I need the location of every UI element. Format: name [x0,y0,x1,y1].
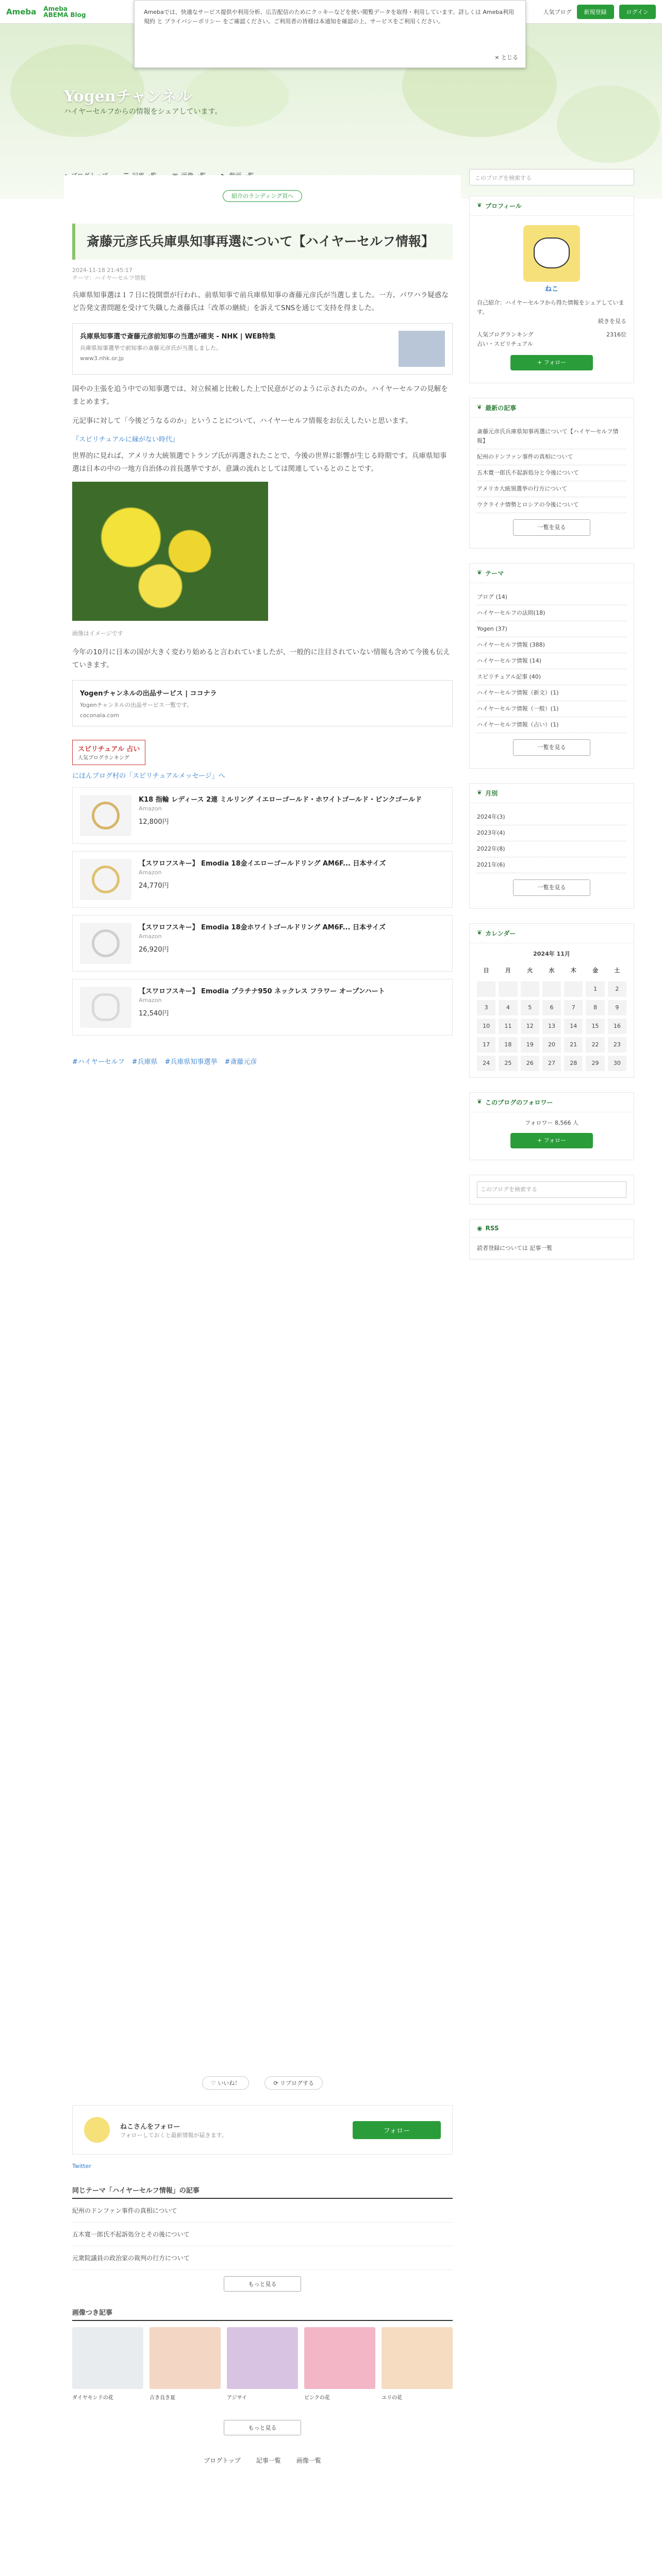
recent-article-link[interactable]: アメリカ大統領選挙の行方について [477,481,626,497]
leaf-icon: ❦ [477,569,483,576]
hashtag[interactable]: #兵庫県知事選挙 [164,1058,218,1066]
archive-link[interactable]: 2024年(3) [477,809,626,825]
link-card-nhk[interactable] [72,323,453,375]
hashtag[interactable]: #斎藤元彦 [224,1058,257,1066]
calendar-day[interactable]: 10 [477,1019,495,1034]
follower-count: フォロワー 8,566 人 [525,1120,578,1126]
archive-link[interactable]: 2021年(6) [477,857,626,873]
heart-icon: ♡ [210,2080,218,2087]
article-paragraph: 今年の10月に日本の国が大きく変わり始めると言われていましたが、一般的に注目されていない情報も含めて今後も伝えていきます。 [72,648,450,669]
follow-desc: フォローしておくと最新情報が届きます。 [120,2131,227,2139]
theme-more-button[interactable]: 一覧を見る [513,739,590,756]
calendar-day[interactable]: 7 [564,1000,583,1015]
profile-name[interactable]: ねこ [544,285,558,293]
card-source: www3.nhk.or.jp [80,355,124,362]
related-articles [72,2185,453,2292]
image-article[interactable]: ピンクの花 [304,2327,375,2389]
sidebar [469,196,634,1274]
calendar-day[interactable]: 28 [564,1056,583,1071]
reblog-button[interactable]: ⟳ リブログする [264,2076,323,2090]
article-body [72,289,453,1066]
theme-link[interactable]: ハイヤーセルフ情報 (388) [477,637,626,653]
recent-article-link[interactable]: 斎藤元彦氏兵庫県知事再選について【ハイヤーセルフ情報】 [477,424,626,449]
article-theme[interactable]: テーマ：ハイヤーセルフ情報 [72,275,146,281]
calendar-month: 2024年 11月 [533,951,570,957]
card-desc: Yogenチャンネルの出品サービス一覧です。 [80,702,193,708]
calendar-day[interactable]: 30 [608,1056,626,1071]
calendar-grid [477,963,626,1071]
calendar-day[interactable]: 26 [521,1056,539,1071]
calendar-day[interactable]: 16 [608,1019,626,1034]
blog-search-input[interactable]: このブログを検索する [469,169,634,185]
calendar-day[interactable]: 3 [477,1000,495,1015]
hashtag[interactable]: #兵庫県 [131,1058,158,1066]
related-heading: 同じテーマ「ハイヤーセルフ情報」の記事 [72,2185,453,2199]
calendar-weekday: 日 [477,963,495,978]
calendar-weekday: 木 [564,963,583,978]
theme-link[interactable]: Yogen (37) [477,621,626,637]
ranking-genre[interactable]: 占い・スピリチュアル [477,341,534,347]
rss-link[interactable]: 読者登録については 記事一覧 [477,1245,553,1251]
landing-pill[interactable]: 紹介のランディング頁へ [223,190,302,202]
login-button[interactable]: ログイン [619,5,656,19]
calendar-day[interactable]: 20 [542,1037,561,1053]
related-link[interactable]: 紀州のドンファン事件の真相について [72,2199,453,2223]
cookie-close-button[interactable]: × とじる [494,54,518,61]
archive-link[interactable]: 2023年(4) [477,825,626,841]
theme-link[interactable]: ハイヤーセルフ情報（占い）(1) [477,717,626,733]
profile-text: 自己紹介：ハイヤーセルフから得た情報をシェアしています。 [477,299,624,315]
article-paragraph: 国やの主張を追う中での知事選では、対立候補と比較した上で民意がどのように示されたのか。ハイヤーセルフの見解をまとめます。 [72,385,448,406]
ranking-value[interactable]: 2316位 [606,331,626,338]
theme-link[interactable]: ハイヤーセルフ情報 (14) [477,653,626,669]
footer-nav-articles[interactable]: 記事一覧 [256,2457,281,2464]
calendar-day[interactable]: 4 [499,1000,517,1015]
article-paragraph: 元記事に対して「今後どうなるのか」ということについて、ハイヤーセルフ情報をお伝えしたいと思います。 [72,417,412,425]
avatar [84,2117,110,2143]
calendar-day[interactable]: 24 [477,1056,495,1071]
recent-article-link[interactable]: ウクライナ情勢とロシアの今後について [477,497,626,513]
theme-link[interactable]: ブログ (14) [477,589,626,605]
card-thumbnail [399,331,445,367]
note-link[interactable]: 『スピリチュアルに縁がない時代』 [72,436,179,444]
leaf-icon: ❦ [477,201,483,209]
calendar-box: ❦ カレンダー 2024年 11月 日 月 火 水 木 金 土 1 2 3 4 5 6 7 8 9 10 11 12 13 14 15 16 17 18 19 20 21 22 23 24 25 26 27 28 29 30 [469,923,634,1078]
followers-box: ❦ このブログのフォロワー フォロワー 8,566 人 + フォロー [469,1092,634,1160]
image-article[interactable]: アジサイ [227,2327,298,2389]
ranking-banner[interactable]: スピリチュアル 占い 人気ブログランキング [72,740,145,765]
calendar-day[interactable] [477,981,495,997]
calendar-day[interactable]: 6 [542,1000,561,1015]
reblog-icon: ⟳ [273,2080,280,2087]
related-link[interactable]: 元衆院議員の政治家の裁判の行方について [72,2246,453,2270]
archive-link[interactable]: 2022年(8) [477,841,626,857]
follow-button-2[interactable]: + フォロー [510,1133,593,1148]
cookie-notice [134,0,526,68]
hashtags [72,1056,453,1066]
ring-icon [92,802,120,829]
calendar-weekday: 水 [542,963,561,978]
image-articles-heading: 画像つき記事 [72,2307,453,2321]
sidebar-search-box [469,1175,634,1205]
calendar-day[interactable]: 21 [564,1037,583,1053]
share-twitter[interactable]: Twitter [72,2163,91,2170]
profile-more-link[interactable]: 続きを見る [598,318,626,325]
calendar-day[interactable]: 19 [521,1037,539,1053]
calendar-day[interactable]: 2 [608,981,626,997]
cookie-notice-text: Amebaでは、快適なサービス提供や利用分析、広告配信のためにクッキーなどを使い閲覧データを取得・利用しています。詳しくは Ameba利用規約 と プライバシーポリシー をご確認ください。ご利用者の皆様は本通知を確認の上、サービスをご利用ください。 [144,9,515,25]
calendar-day[interactable]: 13 [542,1019,561,1034]
profile-box [469,196,634,383]
image-article[interactable]: 古き良き夏 [150,2327,221,2389]
calendar-weekday: 月 [499,963,517,978]
leaf-icon: ❦ [477,929,483,936]
archive-box: ❦ 月別 2024年(3) 2023年(4) 2022年(8) 2021年(6) 一覧を見る [469,783,634,909]
theme-box: ❦ テーマ ブログ (14) ハイヤーセルフの法則(18) Yogen (37) ハイヤーセルフ情報 (388) ハイヤーセルフ情報 (14) スピリチュアル記事 (40) ハイヤーセルフ情報（新文）(1) ハイヤーセルフ情報（一般）(1) ハイヤーセルフ情報（占い）(1) 一覧を見る [469,563,634,769]
related-more-button[interactable]: もっと見る [224,2276,301,2292]
follow-name: ねこさんをフォロー [120,2123,180,2131]
image-article[interactable]: ダイヤモンドの花 [72,2327,143,2389]
ring-icon [92,866,120,893]
like-button[interactable]: ♡ いいね！ [202,2076,249,2090]
calendar-day[interactable]: 23 [608,1037,626,1053]
calendar-day[interactable]: 5 [521,1000,539,1015]
article-footer [64,2056,461,2576]
image-caption: 画像はイメージです [72,630,123,637]
calendar-day[interactable] [521,981,539,997]
calendar-day[interactable]: 1 [586,981,604,997]
leaf-icon: ❦ [477,789,483,796]
theme-link[interactable]: ハイヤーセルフの法則(18) [477,605,626,621]
leaf-icon: ❦ [477,403,483,411]
blog-title[interactable]: Yogenチャンネル [64,88,192,106]
rss-icon: ◉ [477,1225,483,1232]
follow-promo [72,2105,453,2155]
recent-more-button[interactable]: 一覧を見る [513,519,590,536]
footer-nav-top[interactable]: ブログトップ [204,2457,241,2464]
image-articles [72,2307,453,2435]
calendar-day[interactable]: 27 [542,1056,561,1071]
theme-link[interactable]: ハイヤーセルフ情報（新文）(1) [477,685,626,701]
footer-nav-images[interactable]: 画像一覧 [296,2457,321,2464]
ameba-logo[interactable]: Ameba [6,7,37,16]
rss-box: ◉ RSS 読者登録については 記事一覧 [469,1219,634,1260]
link-card-coconala[interactable] [72,680,453,726]
card-title: Yogenチャンネルの出品サービス | ココナラ [80,690,217,698]
calendar-day[interactable]: 8 [586,1000,604,1015]
calendar-day[interactable]: 12 [521,1019,539,1034]
theme-link[interactable]: ハイヤーセルフ情報（一般）(1) [477,701,626,717]
sidebar-search-input[interactable]: このブログを検索する [477,1181,626,1198]
calendar-weekday: 火 [521,963,539,978]
theme-link[interactable]: スピリチュアル記事 (40) [477,669,626,685]
abema-blog-logo[interactable]: Ameba ABEMA Blog [43,5,86,19]
recent-articles-box: ❦ 最新の記事 斎藤元彦氏兵庫県知事再選について【ハイヤーセルフ情報】 紀州のドンファン事件の真相について 五木寛一郎氏不起訴処分と今後について アメリカ大統領選挙の行方について ウクライナ情勢とロシアの今後について 一覧を見る [469,398,634,549]
ring-icon [92,929,120,957]
follow-promo-button[interactable]: フォロー [353,2121,441,2139]
calendar-day[interactable]: 25 [499,1056,517,1071]
card-desc: 兵庫県知事選挙で前知事の斎藤元彦氏が当選しました。 [80,345,222,351]
hashtag[interactable]: #ハイヤーセルフ [72,1058,125,1066]
follow-button[interactable]: + フォロー [510,355,593,370]
recent-article-link[interactable]: 紀州のドンファン事件の真相について [477,449,626,465]
blogmura-link[interactable]: にほんブログ村の「スピリチュアルメッセージ」へ [72,772,225,780]
card-title: 兵庫県知事選で斎藤元彦前知事の当選が確実 - NHK | WEB特集 [80,333,276,341]
calendar-day[interactable]: 22 [586,1037,604,1053]
calendar-weekday: 土 [608,963,626,978]
calendar-day[interactable] [564,981,583,997]
calendar-day[interactable]: 29 [586,1056,604,1071]
article-title: 斎藤元彦氏兵庫県知事再選について【ハイヤーセルフ情報】 [72,224,453,260]
signup-button[interactable]: 新規登録 [577,5,614,19]
product-card[interactable]: K18 指輪 レディース 2連 ミルリング イエローゴールド・ホワイトゴールド・ピンクゴールド Amazon 12,800円 [72,787,453,844]
image-more-button[interactable]: もっと見る [224,2420,301,2435]
calendar-day[interactable] [542,981,561,997]
recent-article-link[interactable]: 五木寛一郎氏不起訴処分と今後について [477,465,626,481]
ranking-label: 人気ブログランキング [477,331,534,338]
avatar[interactable] [523,225,580,282]
related-link[interactable]: 五木寛一郎氏不起訴処分とその後について [72,2223,453,2246]
article-paragraph: 世界的に見れば、アメリカ大統領選でトランプ氏が再選されたことで、今後の世界に影響が生じる時期です。兵庫県知事選は日本の中の一地方自治体の首長選挙ですが、意識の流れとしては関連しているとのことです。 [72,452,447,473]
calendar-day[interactable]: 17 [477,1037,495,1053]
archive-more-button[interactable]: 一覧を見る [513,879,590,896]
article-main [64,175,461,1994]
calendar-day[interactable]: 11 [499,1019,517,1034]
image-article[interactable]: ユリの花 [382,2327,453,2389]
calendar-day[interactable] [499,981,517,997]
calendar-weekday: 金 [586,963,604,978]
calendar-day[interactable]: 18 [499,1037,517,1053]
article-date: 2024-11-18 21:45:17 [72,267,133,274]
article-paragraph: 兵庫県知事選は１７日に投開票が行われ、前県知事で前兵庫県知事の斎藤元彦氏が当選しました。一方、パワハラ疑惑など告発文書問題を受けて失職した斎藤氏は「改革の継続」を訴えてSNSを通じて支持を得ました。 [72,291,449,312]
flower-image [72,482,268,621]
calendar-day[interactable]: 9 [608,1000,626,1015]
calendar-day[interactable]: 15 [586,1019,604,1034]
card-source: coconala.com [80,712,120,719]
leaf-icon: ❦ [477,1098,483,1105]
necklace-icon [92,993,120,1021]
calendar-day[interactable]: 14 [564,1019,583,1034]
product-card[interactable]: 【スワロフスキー】 Emodia 18金ホワイトゴールドリング AM6F... 日本サイズ Amazon 26,920円 [72,915,453,972]
blog-description: ハイヤーセルフからの情報をシェアしています。 [64,108,222,116]
product-card[interactable]: 【スワロフスキー】 Emodia 18金イエローゴールドリング AM6F... 日本サイズ Amazon 24,770円 [72,851,453,908]
product-card[interactable]: 【スワロフスキー】 Emodia プラチナ950 ネックレス フラワー オープンハート Amazon 12,540円 [72,979,453,1036]
profile-heading: ❦ プロフィール [470,196,634,216]
popular-blogs-link[interactable]: 人気ブログ [543,8,572,15]
